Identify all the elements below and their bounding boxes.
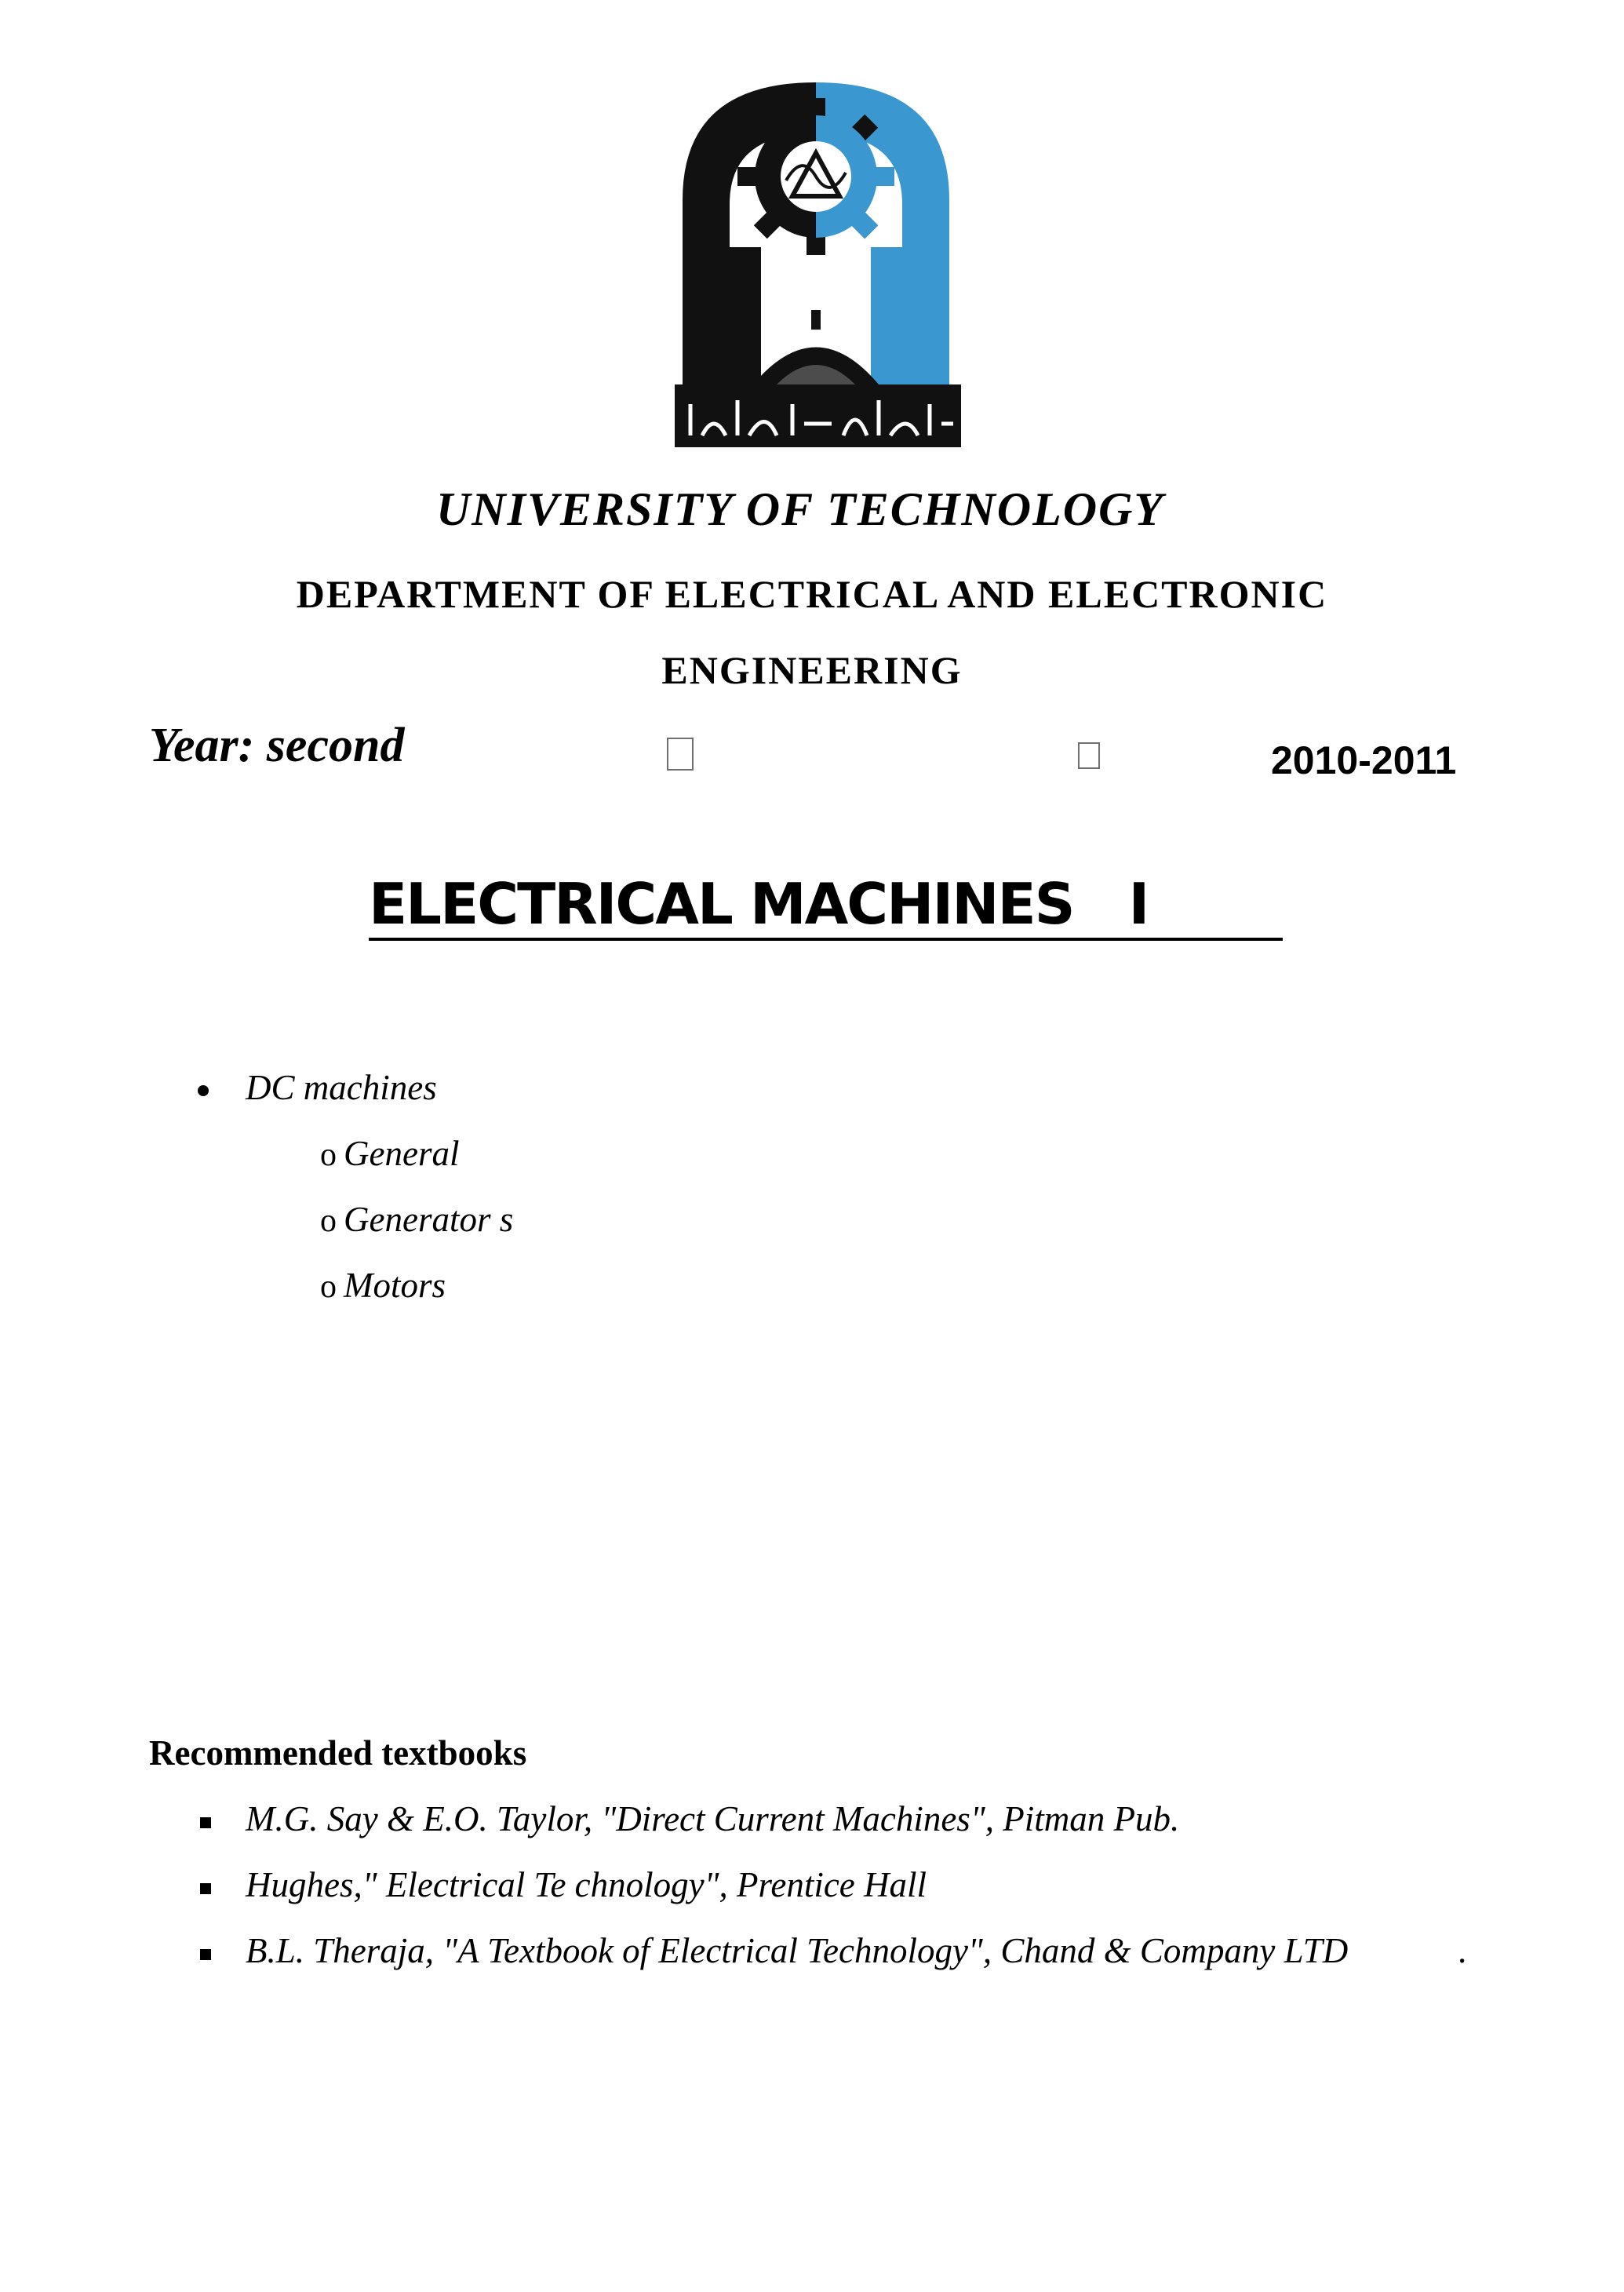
subtopic-item: Motors xyxy=(344,1266,446,1305)
academic-session: 2010-2011 xyxy=(1271,738,1457,782)
textbooks-heading: Recommended textbooks xyxy=(149,1733,527,1773)
missing-glyph-icon xyxy=(1078,742,1100,769)
textbook-item: M.G. Say & E.O. Taylor, "Direct Current Machines", Pitman Pub. xyxy=(246,1799,1180,1838)
academic-year: Year: second xyxy=(149,719,405,772)
bullet-dot-icon xyxy=(198,1085,209,1096)
sub-bullet-marker: o xyxy=(320,1203,337,1239)
course-number: I xyxy=(1128,871,1149,937)
topic-main: DC machines xyxy=(246,1068,437,1107)
subtopic-item: General xyxy=(344,1134,460,1173)
sub-bullet-marker: o xyxy=(320,1269,337,1305)
textbook-item: B.L. Theraja, "A Textbook of Electrical Technology", Chand & Company LTD xyxy=(246,1931,1349,1970)
course-title xyxy=(369,871,1283,941)
university-name: UNIVERSITY OF TECHNOLOGY xyxy=(435,483,1165,535)
university-of-technology-logo-icon xyxy=(667,75,965,451)
sub-bullet-marker: o xyxy=(320,1137,337,1173)
square-bullet-icon xyxy=(200,1817,211,1828)
course-title-text: ELECTRICAL MACHINES xyxy=(369,871,1074,937)
university-logo xyxy=(667,75,965,451)
subtopic-item: Generator s xyxy=(344,1200,514,1239)
missing-glyph-icon xyxy=(667,738,694,771)
textbook-item: Hughes," Electrical Te chnology", Prentice Hall xyxy=(246,1865,927,1904)
department-name-line2: ENGINEERING xyxy=(661,648,963,692)
department-name-line1: DEPARTMENT OF ELECTRICAL AND ELECTRONIC xyxy=(296,572,1328,616)
square-bullet-icon xyxy=(200,1949,211,1960)
trailing-period: . xyxy=(1458,1931,1467,1970)
square-bullet-icon xyxy=(200,1883,211,1894)
